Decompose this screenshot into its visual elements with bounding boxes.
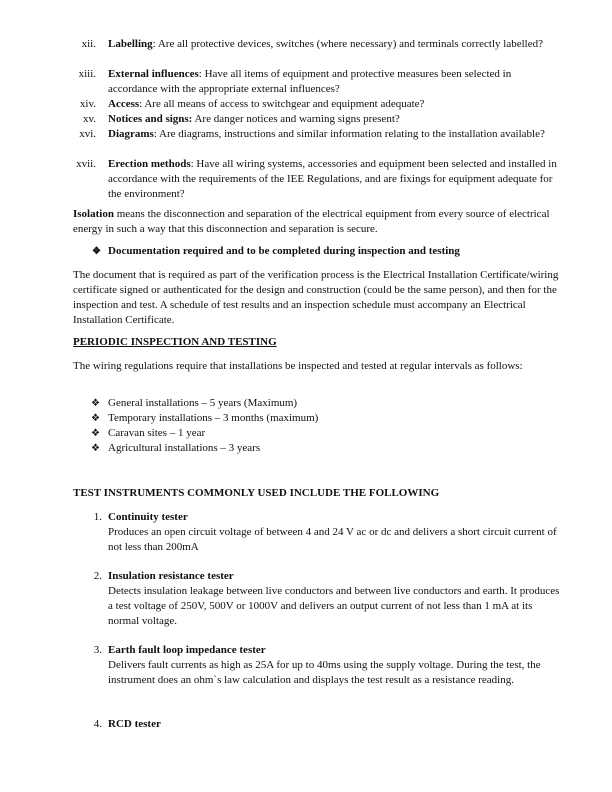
list-text: Erection methods: Have all wiring systems, accessories and equipment been selected and installed in accordance with the requirements of the IEE Regulations, and are fixings for equipment adequate for the environment? — [108, 158, 557, 200]
list-number: xiv. — [79, 98, 96, 110]
term: External influences — [108, 68, 199, 80]
list-number: 3. — [93, 644, 102, 656]
list-text: Notices and signs: Are danger notices and warning signs present? — [108, 113, 400, 125]
list-number: 2. — [93, 570, 102, 582]
periodic-inspection-heading: PERIODIC INSPECTION AND TESTING — [73, 336, 277, 348]
term: Notices and signs: — [108, 113, 193, 125]
list-number: xiii. — [78, 68, 96, 80]
list-text: External influences: Have all items of equipment and protective measures been selected in accordance with the appropriate external influences? — [108, 68, 512, 95]
list-number: 4. — [93, 718, 102, 730]
list-number: xii. — [81, 38, 96, 50]
list-text: Diagrams: Are diagrams, instructions and similar information relating to the installation available? — [108, 128, 545, 140]
term: Diagrams — [108, 128, 154, 140]
isolation-term: Isolation — [73, 208, 114, 220]
term: Erection methods — [108, 158, 191, 170]
list-number: xv. — [82, 113, 96, 125]
diamond-bullet-icon: ❖ — [92, 246, 101, 257]
periodic-intro: The wiring regulations require that installations be inspected and tested at regular intervals as follows: — [73, 360, 523, 372]
instrument-description: Delivers fault currents as high as 25A for up to 40ms using the supply voltage. During the test, the instrument does an ohm`s law calculation and displays the test result as a resistance reading. — [108, 659, 541, 686]
list-number: 1. — [93, 511, 102, 523]
instrument-description: Produces an open circuit voltage of between 4 and 24 V ac or dc and delivers a short circuit current of not less than 200mA — [108, 526, 557, 553]
interval-item: ❖ Temporary installations – 3 months (maximum) — [91, 412, 319, 424]
instrument-description: Detects insulation leakage between live conductors and between live conductors and earth. It produces a test voltage of 250V, 500V or 1000V and delivers an output current of not less than 1 mA at its normal voltage. — [108, 585, 560, 627]
interval-item: ❖ Agricultural installations – 3 years — [91, 442, 261, 454]
term: Labelling — [108, 38, 153, 50]
instrument-title: Earth fault loop impedance tester — [108, 644, 266, 656]
diamond-bullet-icon: ❖ — [91, 413, 100, 424]
diamond-bullet-icon: ❖ — [91, 443, 100, 454]
test-instruments-heading: TEST INSTRUMENTS COMMONLY USED INCLUDE THE FOLLOWING — [73, 487, 440, 499]
diamond-bullet-icon: ❖ — [91, 428, 100, 439]
documentation-heading: ❖ Documentation required and to be completed during inspection and testing — [92, 245, 460, 257]
isolation-paragraph: Isolation means the disconnection and separation of the electrical equipment from every source of electrical energy in such a way that this disconnection and separation is secure. — [73, 208, 550, 235]
diamond-bullet-icon: ❖ — [91, 398, 100, 409]
list-number: xvi. — [79, 128, 96, 140]
documentation-paragraph: The document that is required as part of the verification process is the Electrical Installation Certificate/wiring certificate signed or authenticated for the design and construction (could be the same person), and then for the inspection and test. A schedule of test results and an inspection schedule must accompany an Electrical Installation Certificate. — [73, 269, 559, 326]
term: Access — [108, 98, 140, 110]
list-text: Access: Are all means of access to switchgear and equipment adequate? — [108, 98, 425, 110]
instrument-title: Continuity tester — [108, 511, 188, 523]
instrument-title: RCD tester — [108, 718, 161, 730]
instrument-title: Insulation resistance tester — [108, 570, 234, 582]
list-number: xvii. — [76, 158, 96, 170]
interval-item: ❖ General installations – 5 years (Maximum) — [91, 397, 298, 409]
interval-item: ❖ Caravan sites – 1 year — [91, 427, 206, 439]
list-text: Labelling: Are all protective devices, switches (where necessary) and terminals correctly labelled? — [108, 38, 543, 50]
